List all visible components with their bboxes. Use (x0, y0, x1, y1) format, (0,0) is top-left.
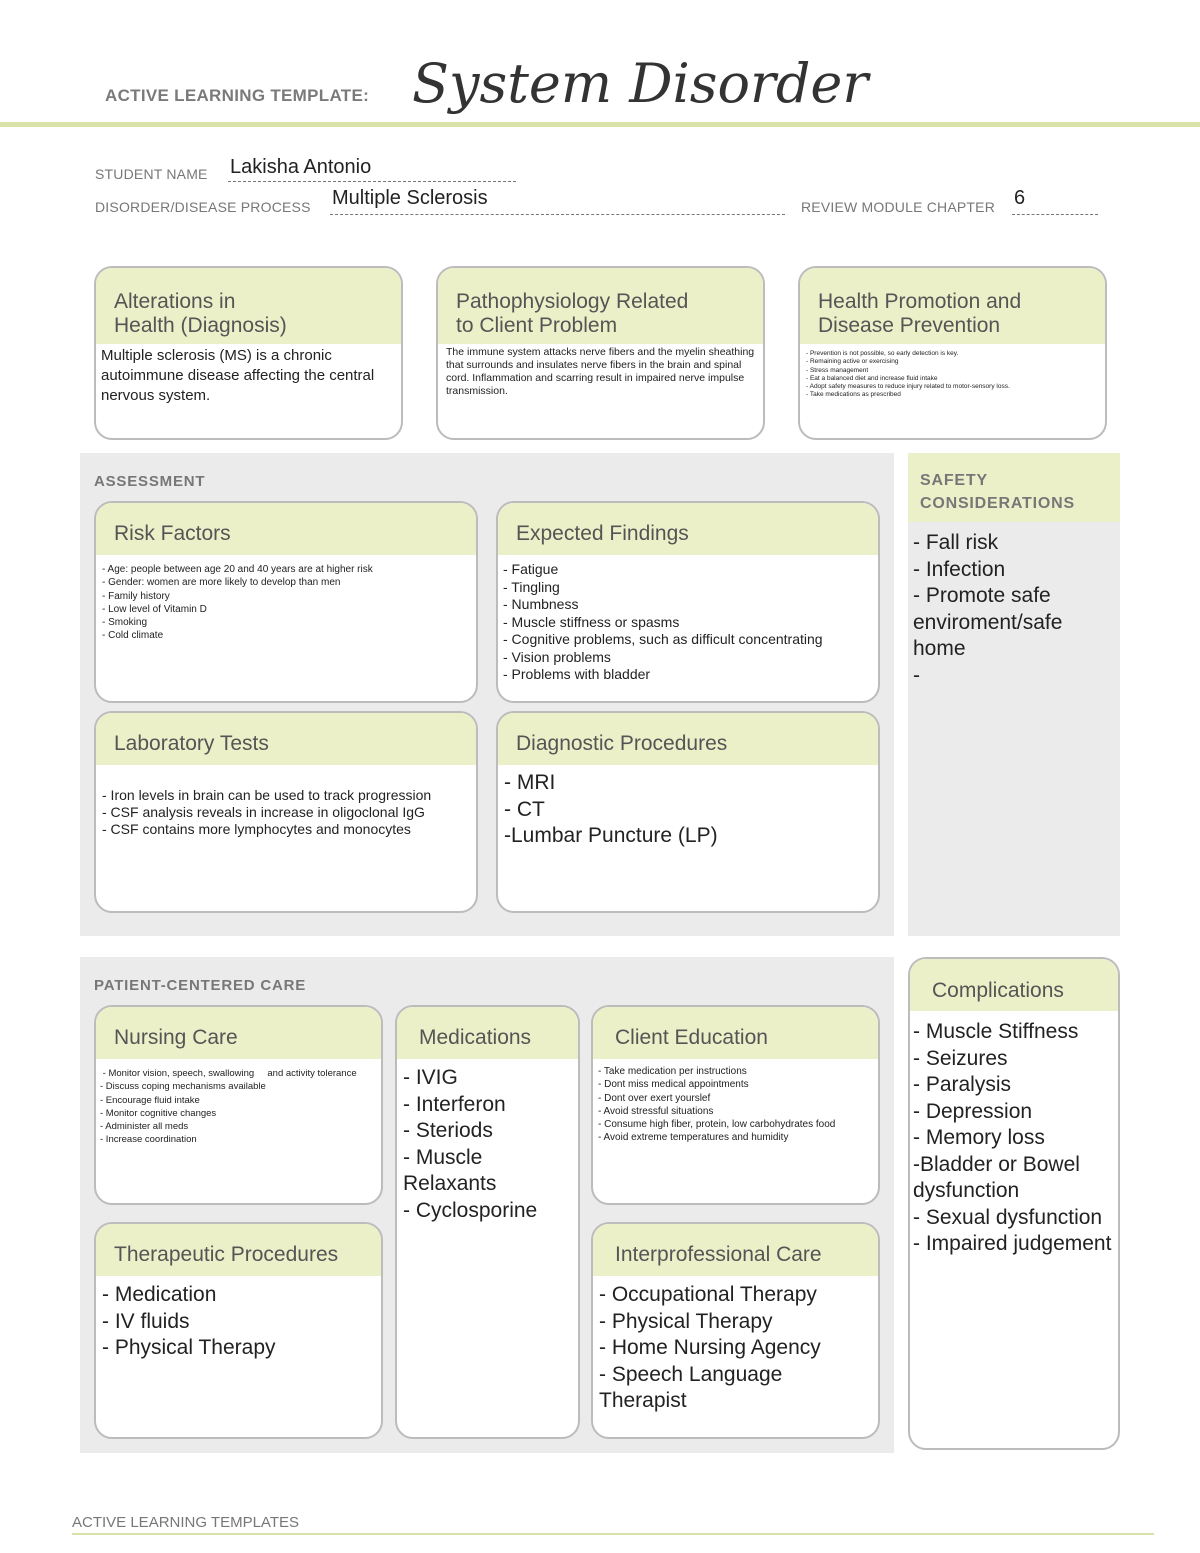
client-education-box (591, 1005, 880, 1205)
expected-findings-title: Expected Findings (498, 503, 878, 555)
list-item: - Monitor vision, speech, swallowing and activity tolerance (100, 1068, 357, 1079)
list-item: - Avoid stressful situations (598, 1105, 714, 1117)
list-item: - Memory loss (913, 1126, 1045, 1149)
health-promotion-box (798, 266, 1107, 440)
list-item: - Numbness (503, 596, 579, 612)
student-name-field[interactable]: Lakisha Antonio (230, 156, 372, 178)
list-item: - Discuss coping mechanisms available (100, 1081, 266, 1093)
safety-title-line2: CONSIDERATIONS (920, 495, 1075, 512)
laboratory-tests-title: Laboratory Tests (96, 713, 476, 765)
list-item: - (913, 663, 920, 687)
medications-box (395, 1005, 580, 1439)
list-item: - Speech Language Therapist (599, 1362, 788, 1412)
list-item: - Remaining active or exercising (806, 358, 899, 366)
health-promotion-title-line2: Disease Prevention (818, 314, 1001, 337)
pathophysiology-box (436, 266, 765, 440)
pathophysiology-title-line1: Pathophysiology Related (456, 290, 689, 313)
health-promotion-body[interactable] (800, 344, 1105, 406)
list-item: - Muscle stiffness or spasms (503, 613, 680, 630)
list-item: - Gender: women are more likely to develop than men (102, 577, 341, 589)
list-item: - Physical Therapy (102, 1336, 276, 1359)
list-item: - Sexual dysfunction (913, 1205, 1103, 1229)
nursing-care-box (94, 1005, 383, 1205)
list-item: - Avoid extreme temperatures and humidity (598, 1132, 789, 1144)
complications-box (908, 957, 1120, 1450)
student-name-line (228, 181, 516, 182)
client-education-title: Client Education (593, 1007, 878, 1059)
footer-rule (72, 1533, 1154, 1535)
safety-title-line1: SAFETY (920, 472, 988, 489)
list-item: - Consume high fiber, protein, low carbohydrates food (598, 1119, 836, 1131)
list-item: - Home Nursing Agency (599, 1336, 821, 1359)
student-name-label: STUDENT NAME (95, 166, 208, 182)
list-item: - IVIG (403, 1066, 458, 1089)
list-item: - Low level of Vitamin D (102, 603, 207, 615)
list-item: - Physical Therapy (599, 1309, 773, 1333)
therapeutic-procedures-body[interactable] (96, 1276, 381, 1368)
list-item: - Family history (102, 590, 170, 602)
therapeutic-procedures-box (94, 1222, 383, 1439)
list-item: -Lumbar Puncture (LP) (504, 824, 718, 847)
therapeutic-procedures-title: Therapeutic Procedures (96, 1224, 381, 1276)
expected-findings-body[interactable] (498, 555, 878, 690)
list-item: - Muscle Stiffness (913, 1020, 1079, 1043)
list-item: - MRI (504, 771, 556, 794)
alterations-body[interactable]: Multiple sclerosis (MS) is a chronic autoimmune disease affecting the central nervous system. (101, 347, 375, 404)
list-item: - Cyclosporine (403, 1198, 538, 1222)
disorder-label: DISORDER/DISEASE PROCESS (95, 199, 311, 215)
chapter-line (1012, 214, 1098, 215)
laboratory-tests-box (94, 711, 478, 913)
list-item: - Take medications as prescribed (806, 391, 901, 399)
risk-factors-body[interactable] (96, 555, 476, 651)
list-item: - Monitor cognitive changes (100, 1107, 217, 1119)
list-item: - Dont over exert yourslef (598, 1092, 711, 1104)
template-label: ACTIVE LEARNING TEMPLATE: (105, 86, 370, 105)
alterations-box (94, 266, 403, 440)
disorder-field[interactable]: Multiple Sclerosis (332, 187, 488, 209)
pathophysiology-body[interactable]: The immune system attacks nerve fibers and the myelin sheathing that surrounds and insulates nerve fibers in the brain and spinal cord. Inflammation and scarring result in impaired nerve impulse transmission. (446, 346, 755, 397)
list-item: - Smoking (102, 617, 148, 629)
medications-title: Medications (397, 1007, 578, 1059)
list-item: - Steriods (403, 1119, 493, 1142)
interprofessional-care-title: Interprofessional Care (593, 1224, 878, 1276)
diagnostic-procedures-body[interactable] (498, 765, 878, 855)
chapter-label: REVIEW MODULE CHAPTER (801, 199, 995, 215)
list-item: - Seizures (913, 1046, 1008, 1070)
client-education-body[interactable] (593, 1059, 878, 1151)
list-item: - Depression (913, 1099, 1033, 1123)
list-item: - Adopt safety measures to reduce injury related to motor-sensory loss. (806, 383, 1010, 391)
safety-body[interactable] (908, 522, 1120, 697)
list-item: - Tingling (503, 578, 560, 595)
complications-title: Complications (910, 959, 1118, 1011)
list-item: - Increase coordination (100, 1134, 197, 1146)
nursing-care-title: Nursing Care (96, 1007, 381, 1059)
pathophysiology-title-line2: to Client Problem (456, 314, 618, 337)
list-item: - Cold climate (102, 630, 164, 642)
list-item: - IV fluids (102, 1309, 190, 1333)
list-item: - Take medication per instructions (598, 1066, 747, 1077)
interprofessional-care-box (591, 1222, 880, 1439)
list-item: - Vision problems (503, 648, 611, 665)
disorder-line (330, 214, 785, 215)
expected-findings-box (496, 501, 880, 703)
header-rule (0, 122, 1200, 127)
safety-header (908, 453, 1120, 522)
assessment-title: ASSESSMENT (94, 473, 206, 490)
list-item: - Prevention is not possible, so early detection is key. (806, 350, 959, 357)
interprofessional-care-body[interactable] (593, 1276, 878, 1421)
safety-panel (908, 453, 1120, 936)
list-item: - Fall risk (913, 531, 999, 554)
list-item: - Fatigue (503, 561, 559, 577)
list-item: - Administer all meds (100, 1121, 189, 1133)
list-item: - CT (504, 797, 545, 821)
diagnostic-procedures-box (496, 711, 880, 913)
alterations-header (96, 268, 401, 344)
medications-body[interactable] (397, 1059, 578, 1230)
list-item: - Medication (102, 1283, 217, 1306)
list-item: - Eat a balanced diet and increase fluid intake (806, 374, 938, 382)
laboratory-tests-body[interactable] (96, 765, 476, 860)
risk-factors-box (94, 501, 478, 703)
list-item: - Problems with bladder (503, 666, 651, 682)
footer-text: ACTIVE LEARNING TEMPLATES (72, 1514, 299, 1531)
list-item: - Interferon (403, 1092, 506, 1116)
diagnostic-procedures-title: Diagnostic Procedures (498, 713, 878, 765)
chapter-field[interactable]: 6 (1014, 187, 1026, 209)
alterations-title-line2: Health (Diagnosis) (114, 314, 287, 337)
list-item: - Infection (913, 557, 1006, 581)
patient-care-title: PATIENT-CENTERED CARE (94, 977, 307, 994)
list-item: - Muscle Relaxants (403, 1145, 497, 1195)
nursing-care-body[interactable] (96, 1059, 381, 1155)
risk-factors-title: Risk Factors (96, 503, 476, 555)
list-item: - Encourage fluid intake (100, 1094, 200, 1106)
list-item: - CSF analysis reveals in increase in oligoclonal IgG (102, 804, 425, 820)
list-item: - Promote safe enviroment/safe home (913, 584, 1069, 660)
list-item: - CSF contains more lymphocytes and monocytes (102, 821, 411, 837)
list-item: - Stress management (806, 366, 869, 374)
list-item: - Dont miss medical appointments (598, 1079, 749, 1091)
list-item: - Impaired judgement (913, 1232, 1112, 1255)
alterations-title-line1: Alterations in (114, 290, 236, 313)
list-item: -Bladder or Bowel dysfunction (913, 1152, 1086, 1202)
list-item: - Occupational Therapy (599, 1283, 817, 1306)
page-title: System Disorder (412, 52, 869, 115)
health-promotion-header (800, 268, 1105, 344)
list-item: - Iron levels in brain can be used to track progression (102, 787, 432, 803)
complications-body[interactable] (910, 1011, 1118, 1266)
pathophysiology-header (438, 268, 763, 344)
list-item: - Paralysis (913, 1073, 1012, 1096)
health-promotion-title-line1: Health Promotion and (818, 290, 1022, 313)
list-item: - Cognitive problems, such as difficult concentrating (503, 631, 823, 647)
list-item: - Age: people between age 20 and 40 years are at higher risk (102, 564, 373, 575)
